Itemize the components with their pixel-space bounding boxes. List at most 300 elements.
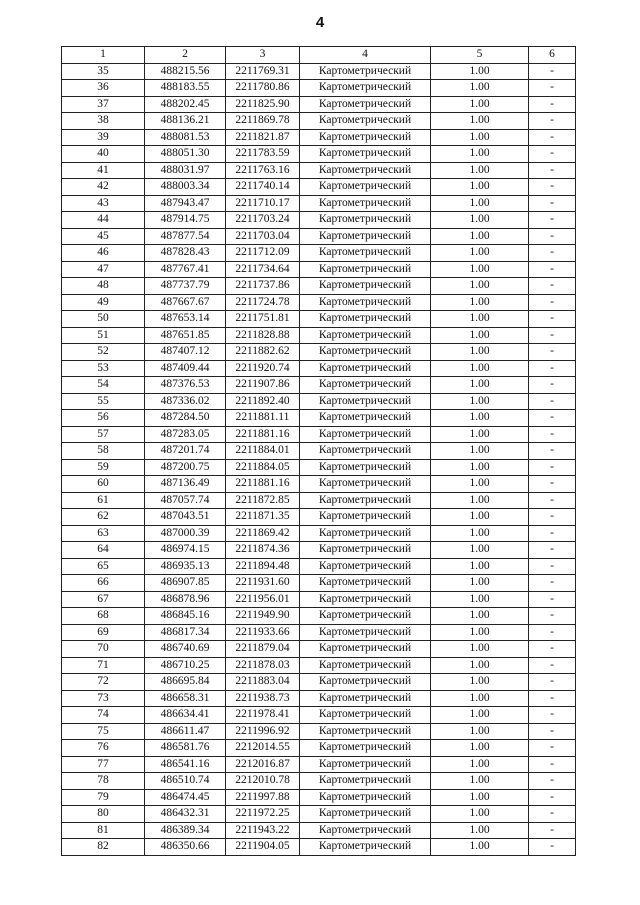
cell-point-number: 37 bbox=[62, 96, 145, 113]
cell-accuracy: 1.00 bbox=[431, 525, 529, 542]
cell-point-number: 80 bbox=[62, 806, 145, 823]
cell-description: - bbox=[529, 113, 576, 130]
table-row bbox=[62, 525, 576, 542]
cell-x: 486389.34 bbox=[145, 822, 226, 839]
cell-x: 486611.47 bbox=[145, 723, 226, 740]
cell-accuracy: 1.00 bbox=[431, 839, 529, 856]
header-cell-y: 3 bbox=[226, 47, 300, 64]
cell-description: - bbox=[529, 542, 576, 559]
cell-x: 486710.25 bbox=[145, 657, 226, 674]
cell-accuracy: 1.00 bbox=[431, 476, 529, 493]
cell-description: - bbox=[529, 723, 576, 740]
table-row bbox=[62, 624, 576, 641]
cell-x: 486695.84 bbox=[145, 674, 226, 691]
cell-x: 487409.44 bbox=[145, 360, 226, 377]
cell-point-number: 68 bbox=[62, 608, 145, 625]
cell-method: Картометрический bbox=[300, 96, 431, 113]
cell-y: 2211894.48 bbox=[226, 558, 300, 575]
cell-y: 2211949.90 bbox=[226, 608, 300, 625]
table-row bbox=[62, 740, 576, 757]
table-row bbox=[62, 278, 576, 295]
cell-y: 2212016.87 bbox=[226, 756, 300, 773]
table-row bbox=[62, 542, 576, 559]
cell-description: - bbox=[529, 789, 576, 806]
cell-x: 487828.43 bbox=[145, 245, 226, 262]
cell-method: Картометрический bbox=[300, 624, 431, 641]
cell-description: - bbox=[529, 426, 576, 443]
cell-method: Картометрический bbox=[300, 426, 431, 443]
cell-method: Картометрический bbox=[300, 311, 431, 328]
table-row bbox=[62, 410, 576, 427]
cell-x: 488215.56 bbox=[145, 63, 226, 80]
header-cell-x: 2 bbox=[145, 47, 226, 64]
cell-description: - bbox=[529, 162, 576, 179]
cell-accuracy: 1.00 bbox=[431, 756, 529, 773]
cell-accuracy: 1.00 bbox=[431, 740, 529, 757]
cell-y: 2211703.24 bbox=[226, 212, 300, 229]
cell-accuracy: 1.00 bbox=[431, 393, 529, 410]
cell-point-number: 35 bbox=[62, 63, 145, 80]
cell-point-number: 72 bbox=[62, 674, 145, 691]
table-row bbox=[62, 492, 576, 509]
table-header bbox=[62, 47, 576, 64]
table-row bbox=[62, 80, 576, 97]
table-row bbox=[62, 195, 576, 212]
cell-y: 2211751.81 bbox=[226, 311, 300, 328]
cell-x: 486474.45 bbox=[145, 789, 226, 806]
cell-x: 486935.13 bbox=[145, 558, 226, 575]
cell-description: - bbox=[529, 509, 576, 526]
cell-x: 486581.76 bbox=[145, 740, 226, 757]
cell-method: Картометрический bbox=[300, 393, 431, 410]
table-row bbox=[62, 707, 576, 724]
table-body bbox=[62, 63, 576, 855]
cell-accuracy: 1.00 bbox=[431, 261, 529, 278]
cell-x: 487767.41 bbox=[145, 261, 226, 278]
cell-accuracy: 1.00 bbox=[431, 773, 529, 790]
cell-y: 2211882.62 bbox=[226, 344, 300, 361]
cell-x: 487877.54 bbox=[145, 228, 226, 245]
cell-point-number: 69 bbox=[62, 624, 145, 641]
cell-x: 486740.69 bbox=[145, 641, 226, 658]
cell-point-number: 51 bbox=[62, 327, 145, 344]
cell-description: - bbox=[529, 410, 576, 427]
cell-x: 487376.53 bbox=[145, 377, 226, 394]
cell-accuracy: 1.00 bbox=[431, 575, 529, 592]
cell-accuracy: 1.00 bbox=[431, 674, 529, 691]
cell-method: Картометрический bbox=[300, 575, 431, 592]
cell-accuracy: 1.00 bbox=[431, 80, 529, 97]
cell-point-number: 77 bbox=[62, 756, 145, 773]
cell-x: 487407.12 bbox=[145, 344, 226, 361]
cell-x: 487336.02 bbox=[145, 393, 226, 410]
cell-point-number: 64 bbox=[62, 542, 145, 559]
cell-description: - bbox=[529, 558, 576, 575]
cell-y: 2211879.04 bbox=[226, 641, 300, 658]
cell-point-number: 38 bbox=[62, 113, 145, 130]
cell-y: 2211956.01 bbox=[226, 591, 300, 608]
table-row bbox=[62, 773, 576, 790]
cell-x: 486845.16 bbox=[145, 608, 226, 625]
cell-point-number: 79 bbox=[62, 789, 145, 806]
cell-description: - bbox=[529, 228, 576, 245]
cell-y: 2211821.87 bbox=[226, 129, 300, 146]
cell-x: 487284.50 bbox=[145, 410, 226, 427]
cell-x: 486974.15 bbox=[145, 542, 226, 559]
cell-method: Картометрический bbox=[300, 80, 431, 97]
cell-accuracy: 1.00 bbox=[431, 443, 529, 460]
cell-point-number: 44 bbox=[62, 212, 145, 229]
cell-method: Картометрический bbox=[300, 162, 431, 179]
cell-x: 486541.16 bbox=[145, 756, 226, 773]
table-row bbox=[62, 162, 576, 179]
table-row bbox=[62, 806, 576, 823]
cell-y: 2211972.25 bbox=[226, 806, 300, 823]
cell-x: 486634.41 bbox=[145, 707, 226, 724]
cell-y: 2211884.05 bbox=[226, 459, 300, 476]
cell-point-number: 50 bbox=[62, 311, 145, 328]
cell-point-number: 74 bbox=[62, 707, 145, 724]
cell-point-number: 61 bbox=[62, 492, 145, 509]
cell-y: 2211881.16 bbox=[226, 426, 300, 443]
cell-method: Картометрический bbox=[300, 690, 431, 707]
cell-y: 2211869.78 bbox=[226, 113, 300, 130]
cell-x: 488183.55 bbox=[145, 80, 226, 97]
cell-description: - bbox=[529, 839, 576, 856]
cell-method: Картометрический bbox=[300, 740, 431, 757]
cell-point-number: 60 bbox=[62, 476, 145, 493]
cell-method: Картометрический bbox=[300, 228, 431, 245]
page-number: 4 bbox=[315, 14, 325, 31]
cell-description: - bbox=[529, 624, 576, 641]
cell-y: 2211874.36 bbox=[226, 542, 300, 559]
table-row bbox=[62, 129, 576, 146]
cell-point-number: 55 bbox=[62, 393, 145, 410]
cell-accuracy: 1.00 bbox=[431, 327, 529, 344]
table-row bbox=[62, 228, 576, 245]
cell-description: - bbox=[529, 311, 576, 328]
cell-y: 2211907.86 bbox=[226, 377, 300, 394]
cell-x: 487136.49 bbox=[145, 476, 226, 493]
cell-accuracy: 1.00 bbox=[431, 344, 529, 361]
cell-description: - bbox=[529, 360, 576, 377]
cell-description: - bbox=[529, 492, 576, 509]
cell-y: 2211938.73 bbox=[226, 690, 300, 707]
cell-method: Картометрический bbox=[300, 789, 431, 806]
cell-accuracy: 1.00 bbox=[431, 146, 529, 163]
cell-description: - bbox=[529, 146, 576, 163]
cell-description: - bbox=[529, 822, 576, 839]
cell-y: 2211769.31 bbox=[226, 63, 300, 80]
cell-description: - bbox=[529, 294, 576, 311]
cell-description: - bbox=[529, 212, 576, 229]
cell-point-number: 43 bbox=[62, 195, 145, 212]
table-row bbox=[62, 261, 576, 278]
cell-description: - bbox=[529, 641, 576, 658]
cell-x: 487667.67 bbox=[145, 294, 226, 311]
cell-y: 2211710.17 bbox=[226, 195, 300, 212]
cell-method: Картометрический bbox=[300, 212, 431, 229]
cell-point-number: 57 bbox=[62, 426, 145, 443]
cell-y: 2211878.03 bbox=[226, 657, 300, 674]
cell-description: - bbox=[529, 327, 576, 344]
cell-x: 488202.45 bbox=[145, 96, 226, 113]
cell-accuracy: 1.00 bbox=[431, 179, 529, 196]
cell-method: Картометрический bbox=[300, 327, 431, 344]
cell-method: Картометрический bbox=[300, 641, 431, 658]
cell-y: 2211884.01 bbox=[226, 443, 300, 460]
cell-point-number: 42 bbox=[62, 179, 145, 196]
cell-y: 2211931.60 bbox=[226, 575, 300, 592]
cell-y: 2211881.11 bbox=[226, 410, 300, 427]
cell-method: Картометрический bbox=[300, 756, 431, 773]
table-row bbox=[62, 294, 576, 311]
cell-point-number: 53 bbox=[62, 360, 145, 377]
cell-y: 2211996.92 bbox=[226, 723, 300, 740]
table-row bbox=[62, 822, 576, 839]
cell-description: - bbox=[529, 63, 576, 80]
table-row bbox=[62, 558, 576, 575]
cell-method: Картометрический bbox=[300, 723, 431, 740]
cell-y: 2211871.35 bbox=[226, 509, 300, 526]
header-cell-point-number: 1 bbox=[62, 47, 145, 64]
cell-accuracy: 1.00 bbox=[431, 789, 529, 806]
cell-x: 486907.85 bbox=[145, 575, 226, 592]
cell-y: 2212010.78 bbox=[226, 773, 300, 790]
cell-description: - bbox=[529, 690, 576, 707]
cell-point-number: 73 bbox=[62, 690, 145, 707]
cell-description: - bbox=[529, 707, 576, 724]
cell-x: 487651.85 bbox=[145, 327, 226, 344]
cell-method: Картометрический bbox=[300, 360, 431, 377]
cell-point-number: 82 bbox=[62, 839, 145, 856]
cell-x: 487737.79 bbox=[145, 278, 226, 295]
table-row bbox=[62, 723, 576, 740]
cell-method: Картометрический bbox=[300, 657, 431, 674]
cell-y: 2211869.42 bbox=[226, 525, 300, 542]
cell-accuracy: 1.00 bbox=[431, 591, 529, 608]
table-row bbox=[62, 789, 576, 806]
cell-point-number: 58 bbox=[62, 443, 145, 460]
table-row bbox=[62, 393, 576, 410]
cell-x: 488031.97 bbox=[145, 162, 226, 179]
cell-point-number: 66 bbox=[62, 575, 145, 592]
cell-x: 486878.96 bbox=[145, 591, 226, 608]
cell-method: Картометрический bbox=[300, 674, 431, 691]
cell-description: - bbox=[529, 129, 576, 146]
cell-description: - bbox=[529, 443, 576, 460]
cell-point-number: 45 bbox=[62, 228, 145, 245]
cell-accuracy: 1.00 bbox=[431, 542, 529, 559]
cell-y: 2211997.88 bbox=[226, 789, 300, 806]
table-row bbox=[62, 575, 576, 592]
cell-method: Картометрический bbox=[300, 608, 431, 625]
cell-description: - bbox=[529, 806, 576, 823]
cell-y: 2211872.85 bbox=[226, 492, 300, 509]
cell-accuracy: 1.00 bbox=[431, 657, 529, 674]
cell-x: 486432.31 bbox=[145, 806, 226, 823]
table-row bbox=[62, 459, 576, 476]
cell-point-number: 78 bbox=[62, 773, 145, 790]
cell-point-number: 39 bbox=[62, 129, 145, 146]
cell-y: 2211780.86 bbox=[226, 80, 300, 97]
cell-point-number: 62 bbox=[62, 509, 145, 526]
cell-y: 2211740.14 bbox=[226, 179, 300, 196]
cell-description: - bbox=[529, 261, 576, 278]
table-row bbox=[62, 476, 576, 493]
cell-accuracy: 1.00 bbox=[431, 212, 529, 229]
cell-method: Картометрический bbox=[300, 525, 431, 542]
cell-y: 2211933.66 bbox=[226, 624, 300, 641]
cell-x: 487943.47 bbox=[145, 195, 226, 212]
cell-description: - bbox=[529, 278, 576, 295]
cell-y: 2211828.88 bbox=[226, 327, 300, 344]
cell-description: - bbox=[529, 476, 576, 493]
cell-x: 486350.66 bbox=[145, 839, 226, 856]
cell-method: Картометрический bbox=[300, 591, 431, 608]
header-cell-accuracy: 5 bbox=[431, 47, 529, 64]
cell-point-number: 81 bbox=[62, 822, 145, 839]
table-row bbox=[62, 344, 576, 361]
cell-x: 487914.75 bbox=[145, 212, 226, 229]
cell-description: - bbox=[529, 756, 576, 773]
cell-accuracy: 1.00 bbox=[431, 426, 529, 443]
cell-accuracy: 1.00 bbox=[431, 377, 529, 394]
cell-accuracy: 1.00 bbox=[431, 195, 529, 212]
table-row bbox=[62, 179, 576, 196]
cell-y: 2211883.04 bbox=[226, 674, 300, 691]
cell-description: - bbox=[529, 195, 576, 212]
cell-method: Картометрический bbox=[300, 410, 431, 427]
cell-method: Картометрический bbox=[300, 492, 431, 509]
cell-accuracy: 1.00 bbox=[431, 63, 529, 80]
cell-accuracy: 1.00 bbox=[431, 311, 529, 328]
cell-accuracy: 1.00 bbox=[431, 294, 529, 311]
cell-method: Картометрический bbox=[300, 113, 431, 130]
cell-accuracy: 1.00 bbox=[431, 806, 529, 823]
table-row bbox=[62, 509, 576, 526]
cell-y: 2211881.16 bbox=[226, 476, 300, 493]
cell-method: Картометрический bbox=[300, 129, 431, 146]
cell-description: - bbox=[529, 179, 576, 196]
cell-method: Картометрический bbox=[300, 707, 431, 724]
cell-y: 2211978.41 bbox=[226, 707, 300, 724]
cell-point-number: 63 bbox=[62, 525, 145, 542]
table-row bbox=[62, 426, 576, 443]
cell-accuracy: 1.00 bbox=[431, 96, 529, 113]
cell-point-number: 47 bbox=[62, 261, 145, 278]
cell-y: 2211724.78 bbox=[226, 294, 300, 311]
cell-x: 487653.14 bbox=[145, 311, 226, 328]
cell-accuracy: 1.00 bbox=[431, 690, 529, 707]
cell-description: - bbox=[529, 525, 576, 542]
cell-method: Картометрический bbox=[300, 822, 431, 839]
cell-description: - bbox=[529, 674, 576, 691]
table-row bbox=[62, 311, 576, 328]
cell-point-number: 52 bbox=[62, 344, 145, 361]
cell-description: - bbox=[529, 608, 576, 625]
table-row bbox=[62, 377, 576, 394]
header-row bbox=[62, 47, 576, 64]
cell-point-number: 54 bbox=[62, 377, 145, 394]
cell-point-number: 56 bbox=[62, 410, 145, 427]
cell-y: 2211712.09 bbox=[226, 245, 300, 262]
cell-description: - bbox=[529, 575, 576, 592]
table-row bbox=[62, 443, 576, 460]
cell-point-number: 46 bbox=[62, 245, 145, 262]
header-cell-description: 6 bbox=[529, 47, 576, 64]
cell-method: Картометрический bbox=[300, 377, 431, 394]
cell-method: Картометрический bbox=[300, 509, 431, 526]
cell-x: 486510.74 bbox=[145, 773, 226, 790]
cell-point-number: 75 bbox=[62, 723, 145, 740]
cell-point-number: 48 bbox=[62, 278, 145, 295]
cell-x: 487057.74 bbox=[145, 492, 226, 509]
cell-description: - bbox=[529, 80, 576, 97]
cell-method: Картометрический bbox=[300, 839, 431, 856]
cell-accuracy: 1.00 bbox=[431, 162, 529, 179]
cell-accuracy: 1.00 bbox=[431, 608, 529, 625]
cell-x: 487000.39 bbox=[145, 525, 226, 542]
cell-method: Картометрический bbox=[300, 459, 431, 476]
cell-method: Картометрический bbox=[300, 245, 431, 262]
cell-description: - bbox=[529, 459, 576, 476]
cell-y: 2211734.64 bbox=[226, 261, 300, 278]
cell-x: 487283.05 bbox=[145, 426, 226, 443]
cell-point-number: 49 bbox=[62, 294, 145, 311]
cell-accuracy: 1.00 bbox=[431, 822, 529, 839]
cell-point-number: 59 bbox=[62, 459, 145, 476]
cell-description: - bbox=[529, 591, 576, 608]
cell-accuracy: 1.00 bbox=[431, 129, 529, 146]
cell-method: Картометрический bbox=[300, 146, 431, 163]
cell-method: Картометрический bbox=[300, 443, 431, 460]
table-row bbox=[62, 96, 576, 113]
coordinates-table bbox=[61, 46, 576, 856]
table-row bbox=[62, 63, 576, 80]
table-row bbox=[62, 327, 576, 344]
table-row bbox=[62, 657, 576, 674]
cell-description: - bbox=[529, 245, 576, 262]
cell-accuracy: 1.00 bbox=[431, 113, 529, 130]
cell-y: 2211703.04 bbox=[226, 228, 300, 245]
table-row bbox=[62, 641, 576, 658]
table-row bbox=[62, 113, 576, 130]
cell-point-number: 65 bbox=[62, 558, 145, 575]
cell-method: Картометрический bbox=[300, 542, 431, 559]
cell-x: 487200.75 bbox=[145, 459, 226, 476]
cell-accuracy: 1.00 bbox=[431, 410, 529, 427]
cell-y: 2212014.55 bbox=[226, 740, 300, 757]
cell-method: Картометрический bbox=[300, 195, 431, 212]
cell-y: 2211737.86 bbox=[226, 278, 300, 295]
cell-method: Картометрический bbox=[300, 344, 431, 361]
cell-accuracy: 1.00 bbox=[431, 509, 529, 526]
cell-accuracy: 1.00 bbox=[431, 278, 529, 295]
cell-method: Картометрический bbox=[300, 476, 431, 493]
cell-y: 2211892.40 bbox=[226, 393, 300, 410]
cell-y: 2211943.22 bbox=[226, 822, 300, 839]
cell-point-number: 41 bbox=[62, 162, 145, 179]
cell-x: 486658.31 bbox=[145, 690, 226, 707]
cell-point-number: 76 bbox=[62, 740, 145, 757]
cell-method: Картометрический bbox=[300, 278, 431, 295]
table-row bbox=[62, 756, 576, 773]
cell-description: - bbox=[529, 344, 576, 361]
cell-description: - bbox=[529, 740, 576, 757]
cell-method: Картометрический bbox=[300, 179, 431, 196]
cell-description: - bbox=[529, 393, 576, 410]
